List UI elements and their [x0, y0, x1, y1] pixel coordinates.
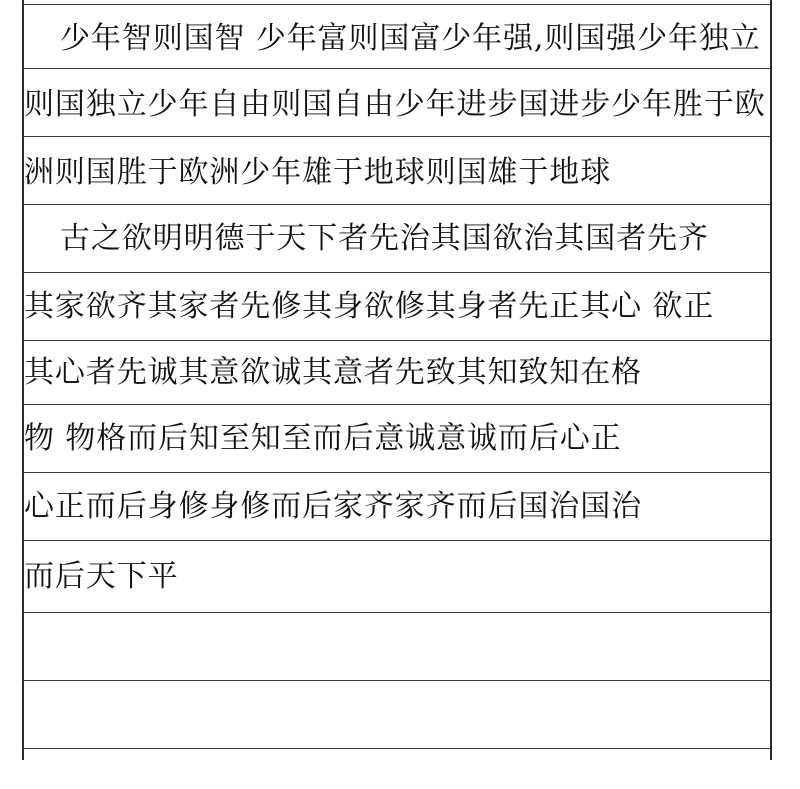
text-line-9: 而后天下平 [24, 559, 179, 594]
rule-line [22, 68, 772, 69]
text-line-7: 物 物格而后知至知至而后意诚意诚而后心正 [24, 421, 622, 456]
text-line-11 [24, 690, 770, 740]
text-line-8: 心正而后身修身修而后家齐家齐而后国治国治 [24, 489, 642, 524]
rule-line [22, 272, 772, 273]
text-line-2: 则国独立少年自由则国自由少年进步国进步少年胜于欧 [24, 87, 766, 122]
rule-line [22, 680, 772, 681]
text-line-4: 古之欲明明德于天下者先治其国欲治其国者先齐 [60, 221, 709, 256]
rule-line [22, 540, 772, 541]
rule-line [22, 612, 772, 613]
rule-line [22, 748, 772, 749]
text-line-3: 洲则国胜于欧洲少年雄于地球则国雄于地球 [24, 155, 612, 190]
text-line-10 [24, 622, 770, 672]
rule-line [22, 204, 772, 205]
rule-line [22, 340, 772, 341]
text-line-5: 其家欲齐其家者先修其身欲修其身者先正其心 欲正 [24, 289, 715, 324]
text-line-6: 其心者先诚其意欲诚其意者先致其知致知在格 [24, 355, 642, 390]
rule-line [22, 404, 772, 405]
rule-line [22, 136, 772, 137]
rule-line [22, 4, 772, 5]
rule-line [22, 472, 772, 473]
text-line-1: 少年智则国智 少年富则国富少年强,则国强少年独立 [60, 21, 761, 56]
